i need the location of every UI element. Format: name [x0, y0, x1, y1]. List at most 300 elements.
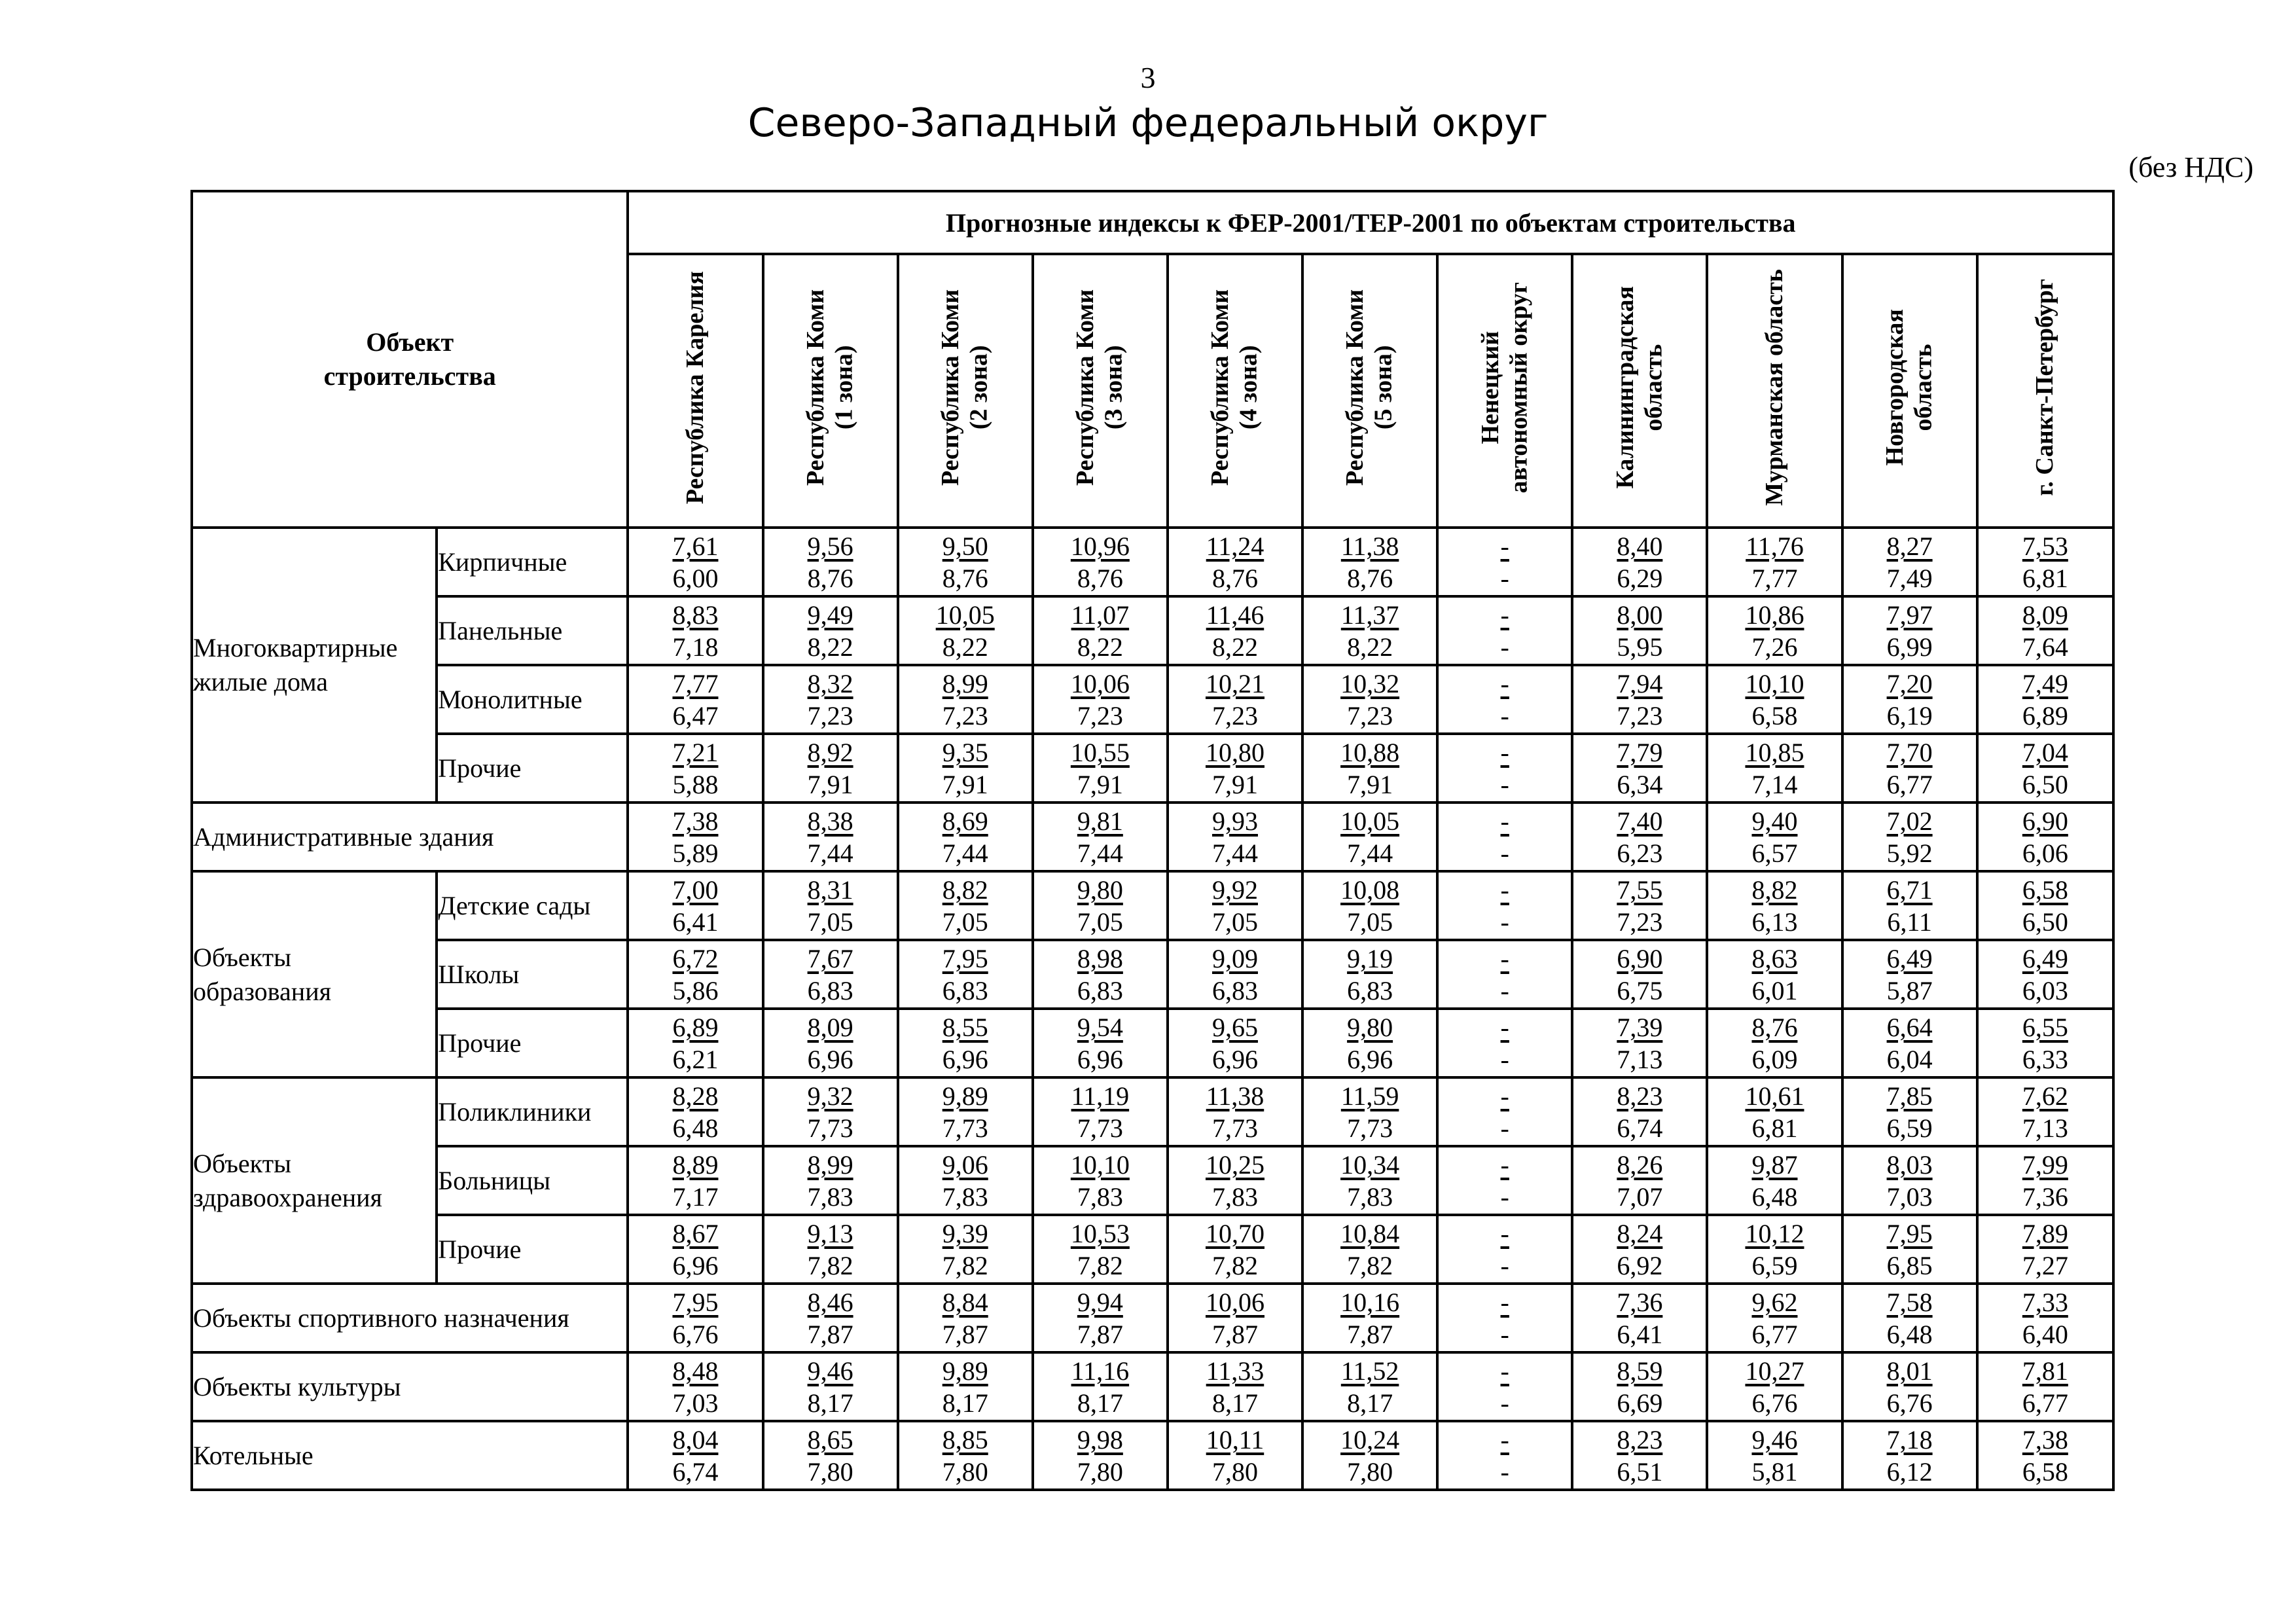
index-lower-value: 8,17 [1347, 1388, 1393, 1418]
index-cell [1572, 734, 1707, 803]
index-lower-value: 7,83 [1077, 1182, 1123, 1212]
index-lower-value: 8,76 [1077, 563, 1123, 593]
index-upper-value: 10,06 [1205, 1287, 1265, 1317]
index-cell [1842, 1421, 1977, 1490]
index-cell [1572, 528, 1707, 596]
index-upper-value: 7,00 [672, 875, 719, 905]
page-number: 3 [1140, 61, 1156, 94]
index-cell [1437, 1146, 1572, 1215]
index-lower-value: 7,44 [1077, 838, 1123, 868]
index-lower-value: 6,83 [1211, 975, 1258, 1005]
index-upper-value: 6,49 [2022, 943, 2068, 973]
index-upper-value: 8,98 [1077, 943, 1123, 973]
index-lower-value: - [1500, 907, 1509, 937]
object-subtype: Больницы [437, 1146, 628, 1215]
index-upper-value: 6,90 [2022, 806, 2068, 836]
index-upper-value: 8,40 [1617, 531, 1663, 561]
index-cell [1302, 1215, 1437, 1284]
index-lower-value: 8,76 [1347, 563, 1393, 593]
index-cell [898, 803, 1033, 871]
index-cell [1842, 1077, 1977, 1146]
column-header-line: автономный округ [1505, 281, 1533, 494]
index-lower-value: 7,87 [1211, 1319, 1258, 1349]
index-upper-value: 8,63 [1751, 943, 1798, 973]
index-lower-value: 5,89 [672, 838, 719, 868]
column-header-line: Республика Коми [1341, 289, 1369, 486]
index-cell [1302, 871, 1437, 940]
column-header-text [1611, 286, 1668, 489]
index-lower-value: 7,03 [672, 1388, 719, 1418]
index-cell [1572, 596, 1707, 665]
index-lower-value: - [1500, 632, 1509, 662]
index-upper-value: 7,40 [1617, 806, 1663, 836]
index-upper-value: 10,08 [1340, 875, 1400, 905]
index-lower-value: 7,73 [1211, 1113, 1258, 1143]
index-upper-value: 9,89 [942, 1081, 988, 1111]
index-cell [1033, 1009, 1168, 1077]
index-lower-value: 7,77 [1751, 563, 1798, 593]
index-cell [763, 665, 898, 734]
index-upper-value: - [1500, 943, 1509, 973]
index-upper-value: - [1500, 875, 1509, 905]
index-lower-value: 8,17 [1077, 1388, 1123, 1418]
index-cell [1168, 665, 1302, 734]
index-cell [1707, 665, 1842, 734]
index-lower-value: 6,76 [1751, 1388, 1798, 1418]
index-lower-value: 7,64 [2022, 632, 2068, 662]
index-lower-value: 6,96 [1077, 1044, 1123, 1074]
index-upper-value: 10,34 [1340, 1149, 1400, 1180]
index-upper-value: 7,99 [2022, 1149, 2068, 1180]
index-cell [763, 1077, 898, 1146]
index-upper-value: 8,84 [942, 1287, 988, 1317]
index-cell [1707, 1009, 1842, 1077]
column-header-text [1206, 289, 1263, 486]
index-cell [1168, 734, 1302, 803]
index-cell [1437, 1077, 1572, 1146]
column-header-line: (5 зона) [1370, 345, 1398, 430]
index-upper-value: 10,80 [1205, 737, 1265, 767]
index-lower-value: 8,76 [1211, 563, 1258, 593]
index-upper-value: 9,09 [1211, 943, 1258, 973]
index-upper-value: 8,92 [807, 737, 853, 767]
index-lower-value: 6,50 [2022, 907, 2068, 937]
index-upper-value: 7,61 [672, 531, 719, 561]
index-upper-value: - [1500, 737, 1509, 767]
object-subtype: Прочие [437, 1009, 628, 1077]
index-cell [898, 1215, 1033, 1284]
index-upper-value: 7,55 [1617, 875, 1663, 905]
index-upper-value: 6,58 [2022, 875, 2068, 905]
index-cell [1302, 1009, 1437, 1077]
index-lower-value: 6,83 [1077, 975, 1123, 1005]
index-upper-value: 10,16 [1340, 1287, 1400, 1317]
index-lower-value: 7,73 [1347, 1113, 1393, 1143]
index-lower-value: 6,77 [2022, 1388, 2068, 1418]
index-upper-value: 8,28 [672, 1081, 719, 1111]
index-cell [1302, 1284, 1437, 1352]
index-cell [1977, 803, 2113, 871]
index-upper-value: 9,89 [942, 1356, 988, 1386]
object-group-name: Объекты здравоохранения [192, 1077, 437, 1284]
index-cell [628, 528, 762, 596]
index-lower-value: 6,33 [2022, 1044, 2068, 1074]
index-cell [1707, 734, 1842, 803]
index-upper-value: 8,89 [672, 1149, 719, 1180]
index-upper-value: 9,46 [807, 1356, 853, 1386]
index-upper-value: 8,99 [807, 1149, 853, 1180]
index-lower-value: 6,96 [807, 1044, 853, 1074]
index-cell [1977, 596, 2113, 665]
index-cell [1437, 734, 1572, 803]
index-cell [1572, 1215, 1707, 1284]
index-cell [1707, 528, 1842, 596]
column-header-text [1477, 282, 1534, 494]
index-lower-value: 7,14 [1751, 769, 1798, 799]
index-lower-value: 6,13 [1751, 907, 1798, 937]
object-name: Котельные [192, 1421, 628, 1490]
index-cell [1033, 1421, 1168, 1490]
index-lower-value: - [1500, 769, 1509, 799]
index-cell [1842, 1215, 1977, 1284]
index-cell [898, 528, 1033, 596]
index-upper-value: 9,92 [1211, 875, 1258, 905]
object-subtype: Школы [437, 940, 628, 1009]
index-upper-value: 10,55 [1070, 737, 1130, 767]
index-upper-value: 10,24 [1340, 1424, 1400, 1454]
index-cell [1572, 665, 1707, 734]
index-cell [898, 1077, 1033, 1146]
column-header-text [1071, 289, 1128, 486]
index-upper-value: 8,31 [807, 875, 853, 905]
column-header [1572, 254, 1707, 528]
index-lower-value: 6,04 [1886, 1044, 1933, 1074]
index-cell [1168, 596, 1302, 665]
index-lower-value: 7,87 [807, 1319, 853, 1349]
index-cell [1437, 1009, 1572, 1077]
index-upper-value: 11,37 [1340, 600, 1399, 630]
index-upper-value: 8,01 [1886, 1356, 1933, 1386]
index-lower-value: 6,19 [1886, 700, 1933, 731]
index-upper-value: 9,54 [1077, 1012, 1123, 1042]
column-header-line: область [1909, 344, 1937, 431]
index-lower-value: - [1500, 975, 1509, 1005]
index-upper-value: - [1500, 1424, 1509, 1454]
index-lower-value: - [1500, 1319, 1509, 1349]
index-cell [1437, 665, 1572, 734]
index-lower-value: 6,76 [1886, 1388, 1933, 1418]
table-row [192, 734, 2113, 803]
index-upper-value: 8,26 [1617, 1149, 1663, 1180]
index-lower-value: 7,82 [942, 1250, 988, 1280]
index-upper-value: 7,02 [1886, 806, 1933, 836]
index-lower-value: 6,96 [942, 1044, 988, 1074]
index-cell [1572, 803, 1707, 871]
index-cell [763, 1284, 898, 1352]
index-lower-value: 6,74 [672, 1456, 719, 1487]
index-upper-value: 10,53 [1070, 1218, 1130, 1248]
index-cell [1977, 940, 2113, 1009]
column-header-text [1761, 269, 1789, 506]
index-lower-value: 7,05 [1211, 907, 1258, 937]
index-lower-value: 8,76 [942, 563, 988, 593]
index-lower-value: 7,03 [1886, 1182, 1933, 1212]
index-lower-value: 7,23 [807, 700, 853, 731]
index-cell [1707, 1215, 1842, 1284]
index-upper-value: 8,00 [1617, 600, 1663, 630]
index-upper-value: 7,38 [672, 806, 719, 836]
column-header [1033, 254, 1168, 528]
index-upper-value: 7,62 [2022, 1081, 2068, 1111]
index-cell [1033, 1077, 1168, 1146]
index-cell [1977, 1077, 2113, 1146]
index-lower-value: 6,83 [942, 975, 988, 1005]
object-subtype: Кирпичные [437, 528, 628, 596]
index-lower-value: 6,06 [2022, 838, 2068, 868]
index-cell [1707, 1421, 1842, 1490]
index-lower-value: 6,34 [1617, 769, 1663, 799]
index-lower-value: 6,75 [1617, 975, 1663, 1005]
column-header-text [1341, 289, 1398, 486]
index-lower-value: 7,91 [1077, 769, 1123, 799]
index-upper-value: 9,06 [942, 1149, 988, 1180]
index-cell [1977, 1215, 2113, 1284]
index-lower-value: 8,17 [807, 1388, 853, 1418]
index-lower-value: 7,05 [942, 907, 988, 937]
index-lower-value: 7,18 [672, 632, 719, 662]
table-row [192, 1421, 2113, 1490]
index-upper-value: 11,16 [1071, 1356, 1130, 1386]
index-cell [1033, 1284, 1168, 1352]
index-lower-value: 6,41 [1617, 1319, 1663, 1349]
index-upper-value: 6,89 [672, 1012, 719, 1042]
index-lower-value: 6,23 [1617, 838, 1663, 868]
index-cell [1977, 1352, 2113, 1421]
index-upper-value: 11,38 [1340, 531, 1399, 561]
index-cell [898, 940, 1033, 1009]
index-lower-value: 5,88 [672, 769, 719, 799]
index-lower-value: 5,81 [1751, 1456, 1798, 1487]
index-upper-value: 8,27 [1886, 531, 1933, 561]
index-lower-value: 5,95 [1617, 632, 1663, 662]
index-cell [763, 940, 898, 1009]
index-upper-value: 8,67 [672, 1218, 719, 1248]
index-lower-value: 6,11 [1887, 907, 1932, 937]
index-cell [628, 803, 762, 871]
column-header-line: Республика Коми [801, 289, 829, 486]
index-cell [1572, 940, 1707, 1009]
index-upper-value: - [1500, 1356, 1509, 1386]
index-lower-value: 8,22 [1077, 632, 1123, 662]
index-upper-value: 9,39 [942, 1218, 988, 1248]
index-cell [1707, 1077, 1842, 1146]
index-lower-value: 7,83 [1211, 1182, 1258, 1212]
index-upper-value: 9,87 [1751, 1149, 1798, 1180]
index-cell [1707, 940, 1842, 1009]
index-upper-value: 11,07 [1071, 600, 1130, 630]
index-lower-value: 6,00 [672, 563, 719, 593]
object-header-line: строительства [323, 361, 496, 391]
index-cell [1033, 803, 1168, 871]
index-cell [763, 1352, 898, 1421]
table-row [192, 1077, 2113, 1146]
index-cell [1437, 803, 1572, 871]
index-upper-value: 8,09 [807, 1012, 853, 1042]
index-upper-value: 6,49 [1886, 943, 1933, 973]
index-upper-value: 10,86 [1745, 600, 1804, 630]
table-row [192, 596, 2113, 665]
index-lower-value: 7,23 [1617, 700, 1663, 731]
object-header [192, 191, 628, 528]
column-header [763, 254, 898, 528]
index-lower-value: 7,80 [942, 1456, 988, 1487]
index-cell [1437, 1215, 1572, 1284]
index-cell [763, 1009, 898, 1077]
index-upper-value: 7,97 [1886, 600, 1933, 630]
index-cell [1977, 734, 2113, 803]
index-lower-value: 7,26 [1751, 632, 1798, 662]
index-lower-value: 6,96 [1347, 1044, 1393, 1074]
index-cell [1168, 1146, 1302, 1215]
index-lower-value: 6,51 [1617, 1456, 1663, 1487]
index-lower-value: 6,01 [1751, 975, 1798, 1005]
index-upper-value: 10,61 [1745, 1081, 1804, 1111]
index-lower-value: 5,92 [1886, 838, 1933, 868]
index-cell [1168, 1009, 1302, 1077]
index-lower-value: - [1500, 700, 1509, 731]
index-lower-value: 6,76 [672, 1319, 719, 1349]
index-cell [1168, 940, 1302, 1009]
table-row [192, 1215, 2113, 1284]
index-cell [1033, 734, 1168, 803]
index-upper-value: 8,46 [807, 1287, 853, 1317]
index-lower-value: 6,92 [1617, 1250, 1663, 1280]
index-cell [898, 596, 1033, 665]
index-lower-value: 7,23 [1347, 700, 1393, 731]
index-cell [1977, 1284, 2113, 1352]
index-upper-value: 9,98 [1077, 1424, 1123, 1454]
index-lower-value: 6,48 [1886, 1319, 1933, 1349]
column-header-text [802, 289, 859, 486]
index-lower-value: 6,99 [1886, 632, 1933, 662]
index-upper-value: 9,50 [942, 531, 988, 561]
column-header-line: Республика Коми [937, 289, 965, 486]
index-cell [1842, 596, 1977, 665]
index-cell [1033, 528, 1168, 596]
index-lower-value: 7,87 [1077, 1319, 1123, 1349]
object-name: Административные здания [192, 803, 628, 871]
object-subtype: Прочие [437, 734, 628, 803]
object-subtype: Детские сады [437, 871, 628, 940]
index-cell [763, 803, 898, 871]
index-upper-value: 11,52 [1340, 1356, 1399, 1386]
table-row [192, 940, 2113, 1009]
index-cell [1168, 1077, 1302, 1146]
index-lower-value: 7,36 [2022, 1182, 2068, 1212]
index-lower-value: 7,91 [1347, 769, 1393, 799]
index-lower-value: 7,17 [672, 1182, 719, 1212]
column-header-line: Ненецкий [1476, 331, 1504, 444]
index-upper-value: 9,13 [807, 1218, 853, 1248]
index-lower-value: 6,81 [1751, 1113, 1798, 1143]
index-lower-value: 8,76 [807, 563, 853, 593]
index-upper-value: 8,48 [672, 1356, 719, 1386]
index-lower-value: 6,77 [1751, 1319, 1798, 1349]
index-cell [1302, 528, 1437, 596]
index-lower-value: - [1500, 1250, 1509, 1280]
index-cell [1572, 871, 1707, 940]
index-upper-value: 7,49 [2022, 668, 2068, 698]
index-lower-value: 6,47 [672, 700, 719, 731]
column-header-text [1881, 309, 1938, 465]
index-cell [763, 871, 898, 940]
object-group-name: Многоквартирные жилые дома [192, 528, 437, 803]
index-lower-value: 7,05 [1347, 907, 1393, 937]
index-cell [763, 734, 898, 803]
index-lower-value: 6,81 [2022, 563, 2068, 593]
index-upper-value: 8,32 [807, 668, 853, 698]
index-cell [898, 871, 1033, 940]
index-cell [1977, 528, 2113, 596]
index-lower-value: 7,82 [1347, 1250, 1393, 1280]
index-upper-value: 8,99 [942, 668, 988, 698]
index-cell [1842, 1284, 1977, 1352]
index-cell [1302, 1352, 1437, 1421]
index-lower-value: 7,80 [807, 1456, 853, 1487]
index-cell [763, 1215, 898, 1284]
index-upper-value: 8,38 [807, 806, 853, 836]
index-lower-value: 7,44 [1211, 838, 1258, 868]
index-upper-value: - [1500, 1149, 1509, 1180]
index-upper-value: 7,21 [672, 737, 719, 767]
index-cell [1977, 1146, 2113, 1215]
index-lower-value: 6,83 [1347, 975, 1393, 1005]
index-upper-value: 10,88 [1340, 737, 1400, 767]
index-cell [898, 1284, 1033, 1352]
index-cell [628, 1146, 762, 1215]
index-upper-value: 9,46 [1751, 1424, 1798, 1454]
index-lower-value: 7,05 [1077, 907, 1123, 937]
index-upper-value: - [1500, 668, 1509, 698]
index-upper-value: 10,32 [1340, 668, 1400, 698]
index-upper-value: 11,33 [1206, 1356, 1265, 1386]
index-lower-value: 6,40 [2022, 1319, 2068, 1349]
index-cell [1572, 1146, 1707, 1215]
index-cell [1302, 665, 1437, 734]
index-cell [1572, 1421, 1707, 1490]
index-lower-value: 7,80 [1211, 1456, 1258, 1487]
index-cell [1707, 1284, 1842, 1352]
index-cell [1842, 1009, 1977, 1077]
table-row [192, 665, 2113, 734]
index-lower-value: 7,23 [1077, 700, 1123, 731]
index-lower-value: 8,22 [942, 632, 988, 662]
index-upper-value: 9,81 [1077, 806, 1123, 836]
index-lower-value: 7,13 [2022, 1113, 2068, 1143]
index-cell [763, 596, 898, 665]
index-upper-value: 7,33 [2022, 1287, 2068, 1317]
index-lower-value: 7,73 [1077, 1113, 1123, 1143]
index-upper-value: - [1500, 1287, 1509, 1317]
index-lower-value: 7,73 [942, 1113, 988, 1143]
index-upper-value: 11,24 [1206, 531, 1265, 561]
index-cell [1707, 596, 1842, 665]
index-upper-value: 8,03 [1886, 1149, 1933, 1180]
index-cell [1302, 596, 1437, 665]
index-upper-value: 8,69 [942, 806, 988, 836]
object-header-line: Объект [366, 327, 454, 357]
index-lower-value: - [1500, 1044, 1509, 1074]
